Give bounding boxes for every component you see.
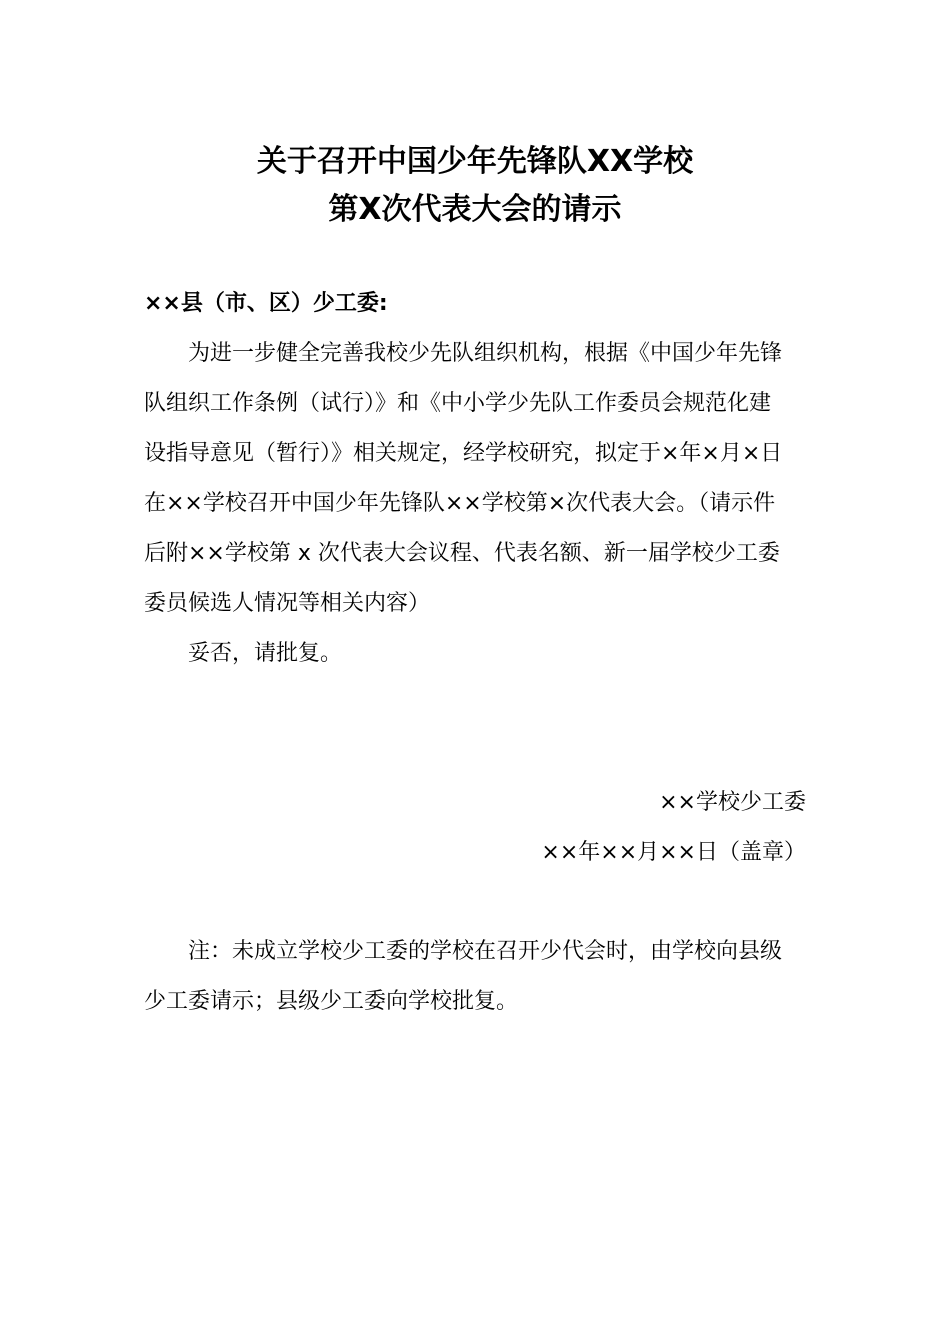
note-line: 注：未成立学校少工委的学校在召开少代会时，由学校向县级 xyxy=(188,939,783,964)
body-line: 委员候选人情况等相关内容） xyxy=(144,591,431,616)
salutation: ××县（市、区）少工委: xyxy=(144,291,388,316)
body-line: 为进一步健全完善我校少先队组织机构，根据《中国少年先锋 xyxy=(188,341,783,366)
signature-org: ××学校少工委 xyxy=(659,790,806,815)
document-title-line-1: 关于召开中国少年先锋队XX学校 xyxy=(256,144,694,179)
closing-line: 妥否，请批复。 xyxy=(188,641,343,666)
signature-date: ××年××月××日（盖章） xyxy=(541,840,806,865)
body-line: 队组织工作条例（试行）》和《中小学少先队工作委员会规范化建 xyxy=(144,391,772,416)
body-line: 后附××学校第 x 次代表大会议程、代表名额、新一届学校少工委 xyxy=(144,541,780,566)
body-line: 在××学校召开中国少年先锋队××学校第×次代表大会。（请示件 xyxy=(144,491,776,516)
body-line: 设指导意见（暂行）》相关规定，经学校研究，拟定于×年×月×日 xyxy=(144,441,783,466)
document-title-line-2: 第X次代表大会的请示 xyxy=(328,192,622,227)
note-line: 少工委请示；县级少工委向学校批复。 xyxy=(144,989,519,1014)
